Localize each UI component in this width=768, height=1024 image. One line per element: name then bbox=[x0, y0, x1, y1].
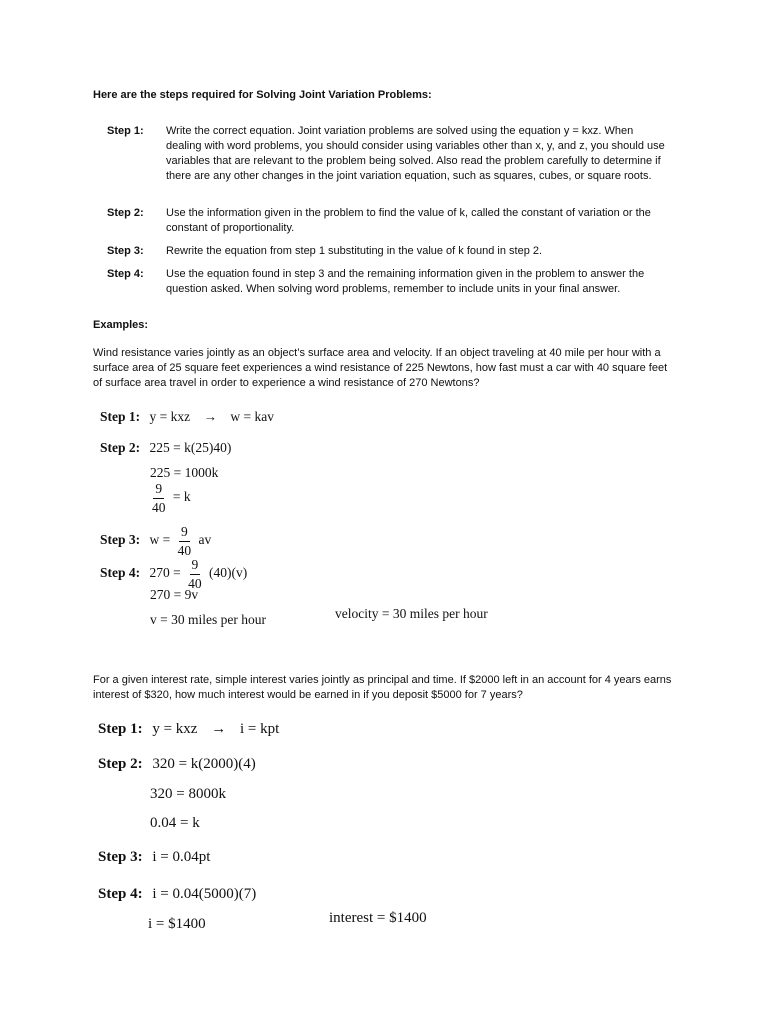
fraction-numerator: 9 bbox=[153, 482, 164, 499]
ex2-step-4 bbox=[98, 886, 256, 903]
example-2-problem: For a given interest rate, simple interest varies jointly as principal and time. If $2000 left in an account for 4 years earns interest of $320, how much interest would be earned in if you deposit $5000 for 7 years? bbox=[93, 674, 672, 701]
ex1-step-3-rhs: av bbox=[198, 532, 212, 548]
ex2-step-3-label: Step 3: bbox=[98, 849, 143, 865]
ex2-step-1 bbox=[98, 721, 279, 738]
fraction-numerator: 9 bbox=[179, 525, 190, 542]
step-2-label: Step 2: bbox=[107, 207, 144, 219]
ex1-step-1-specific: w = kav bbox=[230, 409, 274, 424]
ex2-step-3-eq: i = 0.04pt bbox=[152, 849, 211, 865]
fraction-rhs: = k bbox=[172, 489, 191, 505]
fraction-denominator: 40 bbox=[177, 542, 192, 558]
ex2-step-2-line2: 320 = 8000k bbox=[150, 786, 226, 802]
ex1-step-1-label: Step 1: bbox=[100, 409, 141, 424]
arrow-icon: → bbox=[203, 409, 217, 424]
ex1-answer: velocity = 30 miles per hour bbox=[335, 606, 488, 621]
ex1-step-4-label: Step 4: bbox=[100, 565, 141, 581]
fraction bbox=[150, 482, 168, 514]
step-1-text: Write the correct equation. Joint variation problems are solved using the equation y = kxz. When dealing with word problems, you should consider using variables other than x, y, and z, you should use variables that are relevant to the problem being solved. Also read the problem carefully to determine if there are any other changes in the joint variation equation, such as squares, cubes, or square roots. bbox=[166, 125, 665, 182]
ex1-step-2-label: Step 2: bbox=[100, 440, 141, 455]
ex2-answer: interest = $1400 bbox=[329, 910, 427, 926]
arrow-icon: → bbox=[211, 721, 227, 737]
ex2-step-4-label: Step 4: bbox=[98, 886, 143, 902]
ex2-step-2-label: Step 2: bbox=[98, 756, 143, 772]
page-heading: Here are the steps required for Solving Joint Variation Problems: bbox=[93, 89, 432, 101]
step-4-label: Step 4: bbox=[107, 268, 144, 280]
ex1-step-1-general: y = kxz bbox=[149, 409, 191, 424]
ex1-step-3-label: Step 3: bbox=[100, 532, 141, 548]
ex1-step-4-rhs: (40)(v) bbox=[209, 565, 248, 581]
ex2-step-4-eq: i = 0.04(5000)(7) bbox=[152, 886, 257, 902]
fraction bbox=[176, 525, 194, 557]
step-3-label: Step 3: bbox=[107, 245, 144, 257]
ex1-step-2 bbox=[100, 440, 231, 456]
step-3-text: Rewrite the equation from step 1 substituting in the value of k found in step 2. bbox=[166, 245, 543, 257]
fraction bbox=[186, 558, 204, 590]
step-1-label: Step 1: bbox=[107, 125, 144, 137]
ex2-step-2 bbox=[98, 756, 256, 773]
ex1-step-2-eq: 225 = k(25)40) bbox=[149, 440, 232, 455]
ex1-step-3-lhs: w = bbox=[149, 532, 171, 548]
ex1-step-2-fraction-line bbox=[148, 482, 191, 514]
ex2-step-1-general: y = kxz bbox=[152, 721, 198, 737]
ex1-step-4-lhs: 270 = bbox=[149, 565, 181, 581]
ex2-step-1-label: Step 1: bbox=[98, 721, 143, 737]
ex1-step-4-line3: v = 30 miles per hour bbox=[150, 612, 266, 627]
fraction-denominator: 40 bbox=[152, 499, 166, 515]
step-4-text: Use the equation found in step 3 and the remaining information given in the problem to answer the question asked. When solving word problems, remember to include units in your final answer. bbox=[166, 268, 645, 295]
fraction-denominator: 40 bbox=[188, 575, 202, 591]
ex2-step-1-specific: i = kpt bbox=[239, 721, 280, 737]
ex2-step-2-eq: 320 = k(2000)(4) bbox=[152, 756, 256, 772]
ex1-step-1 bbox=[100, 409, 274, 425]
ex1-step-4 bbox=[100, 558, 247, 590]
ex2-step-3 bbox=[98, 849, 210, 866]
ex1-step-4-line2: 270 = 9v bbox=[150, 587, 199, 602]
ex1-step-2-line2: 225 = 1000k bbox=[150, 465, 219, 480]
fraction-numerator: 9 bbox=[190, 558, 201, 575]
examples-heading: Examples: bbox=[93, 319, 149, 331]
ex2-step-2-line3: 0.04 = k bbox=[150, 815, 200, 831]
example-1-problem: Wind resistance varies jointly as an object’s surface area and velocity. If an object traveling at 40 mile per hour with a surface area of 25 square feet experiences a wind resistance of 225 Newtons, how fast must a car with 40 square feet of surface area travel in order to experience a wind resistance of 270 Newtons? bbox=[93, 347, 668, 389]
ex2-step-4-line2: i = $1400 bbox=[148, 916, 206, 932]
step-2-text: Use the information given in the problem to find the value of k, called the constant of variation or the constant of proportionality. bbox=[166, 207, 651, 234]
ex1-step-3 bbox=[100, 525, 211, 557]
